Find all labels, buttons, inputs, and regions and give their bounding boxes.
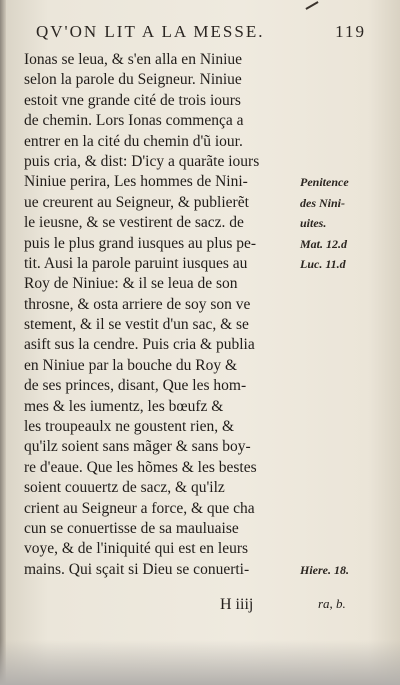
text-line: Roy de Niniue: & il se leua de son (24, 275, 238, 293)
running-head-title: QV'ON LIT A LA MESSE. (36, 22, 265, 41)
margin-note: des Nini- (300, 195, 345, 210)
margin-note: Luc. 11.d (300, 257, 346, 271)
text-line: en Niniue par la bouche du Roy & (24, 356, 238, 374)
text-line: Ionas se leua, & s'en alla en Niniue (24, 51, 242, 68)
body-text (24, 50, 324, 580)
margin-note: uites. (300, 216, 327, 231)
text-line: asift sus la cendre. Puis cria & publia (24, 336, 255, 354)
page-spine-shadow (0, 0, 6, 685)
text-line: de chemin. Lors Ionas commença a (24, 112, 244, 130)
text-line: voye, & de l'iniquité qui est en leurs (24, 540, 249, 558)
text-line: entrer en la cité du chemin d'ũ iour. (24, 132, 243, 150)
text-line: qu'ilz soient sans mãger & sans boy- (24, 438, 251, 456)
text-line: puis le plus grand iusques au plus pe- (24, 234, 257, 252)
text-line: throsne, & osta arriere de soy son ve (24, 295, 251, 313)
text-line: mains. Qui sçait si Dieu se conuerti- (24, 560, 250, 578)
text-line: crient au Seigneur a force, & que cha (24, 499, 255, 517)
text-line: Niniue perira, Les hommes de Nini- (24, 173, 248, 191)
margin-note: Hiere. 18. (300, 563, 349, 577)
text-line: cun se conuertisse de sa mauluaise (24, 519, 239, 537)
text-line: ue creurent au Seigneur, & publierẽt (24, 193, 249, 211)
text-line: le ieusne, & se vestirent de sacz. de (24, 214, 244, 232)
margin-note: Penitence (300, 175, 349, 190)
text-line: re d'eaue. Que les hõmes & les bestes (24, 458, 257, 476)
ink-mark-icon (305, 1, 322, 17)
text-line: selon la parole du Seigneur. Niniue (24, 71, 242, 89)
text-line: de ses princes, disant, Que les hom- (24, 377, 247, 395)
text-line: les troupeaulx ne goustent rien, & (24, 418, 235, 436)
signature-mark: H iiij (220, 596, 254, 613)
page-number: 119 (335, 22, 366, 41)
catchword: ra, b. (318, 596, 346, 611)
text-line: estoit vne grande cité de trois iours (24, 91, 241, 109)
text-line: stement, & il se vestit d'un sac, & se (24, 316, 249, 334)
margin-note: Mat. 12.d (300, 236, 348, 251)
text-line: puis cria, & dist: D'icy a quarãte iours (24, 152, 260, 170)
running-head (36, 22, 366, 48)
text-line: soient couuertz de sacz, & qu'ilz (24, 479, 225, 497)
page-bottom-shadow (0, 640, 400, 685)
text-line: mes & les iumentz, les bœufz & (24, 397, 224, 415)
text-line: tit. Ausi la parole paruint iusques au (24, 254, 248, 272)
